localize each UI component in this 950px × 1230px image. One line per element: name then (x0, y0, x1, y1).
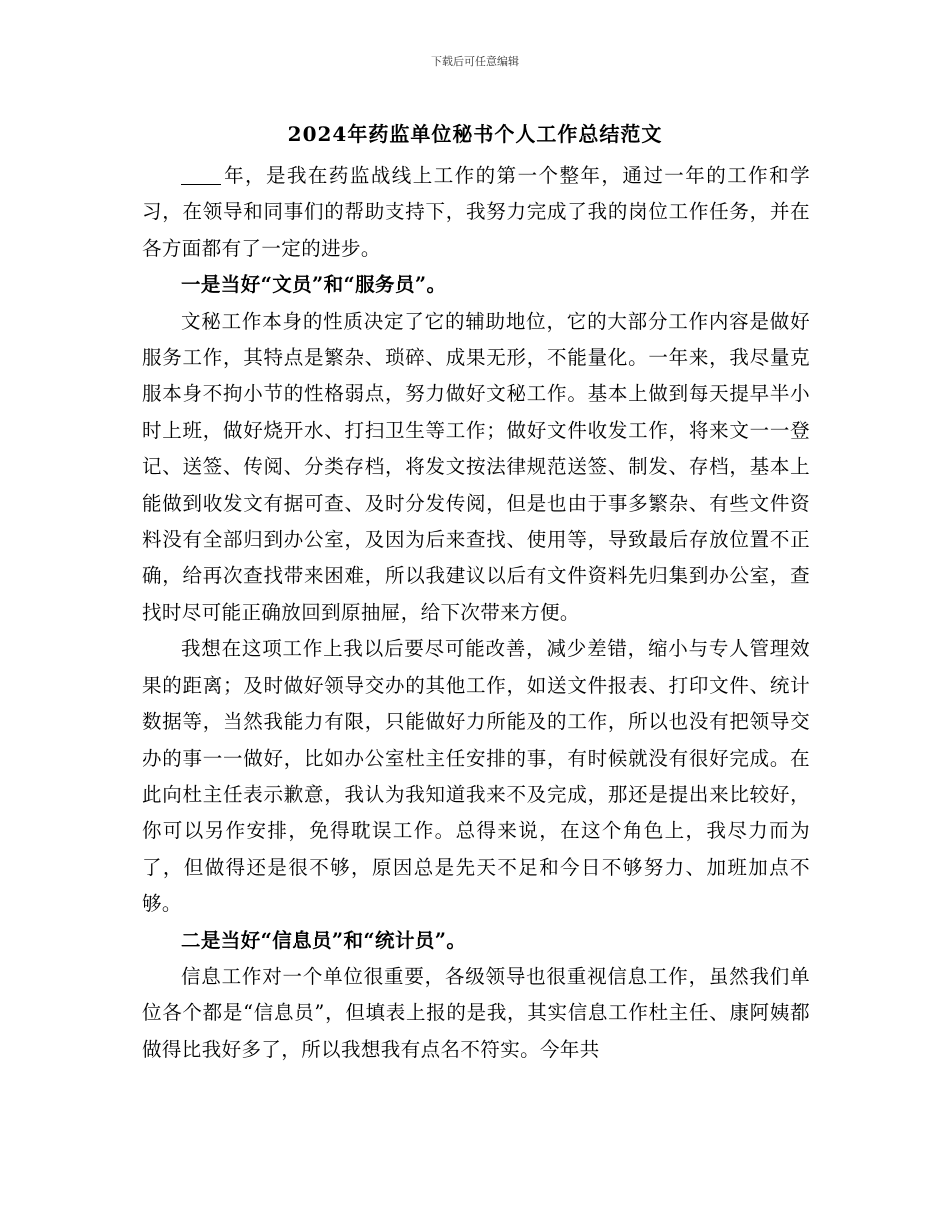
document-title: 2024年药监单位秘书个人工作总结范文 (287, 122, 663, 146)
intro-text: 年，是我在药监战线上工作的第一个整年，通过一年的工作和学习，在领导和同事们的帮助支持下，我努力完成了我的岗位工作任务，并在各方面都有了一定的进步。 (142, 164, 810, 260)
intro-paragraph (142, 158, 810, 267)
section1-paragraph-1: 文秘工作本身的性质决定了它的辅助地位，它的大部分工作内容是做好服务工作，其特点是繁杂、琐碎、成果无形，不能量化。一年来，我尽量克服本身不拘小节的性格弱点，努力做好文秘工作。基本上做到每天提早半小时上班，做好烧开水、打扫卫生等工作；做好文件收发工作，将来文一一登记、送签、传阅、分类存档，将发文按法律规范送签、制发、存档，基本上能做到收发文有据可查、及时分发传阅，但是也由于事多繁杂、有些文件资料没有全部归到办公室，及因为后来查找、使用等，导致最后存放位置不正确，给再次查找带来困难，所以我建议以后有文件资料先归集到办公室，查找时尽可能正确放回到原抽屉，给下次带来方便。 (142, 309, 810, 624)
section2-paragraph-1: 信息工作对一个单位很重要，各级领导也很重视信息工作，虽然我们单位各个都是“信息员”，但填表上报的是我，其实信息工作杜主任、康阿姨都做得比我好多了，所以我想我有点名不符实。今年共 (142, 964, 810, 1061)
section1-paragraph-2: 我想在这项工作上我以后要尽可能改善，减少差错，缩小与专人管理效果的距离；及时做好领导交办的其他工作，如送文件报表、打印文件、统计数据等，当然我能力有限，只能做好力所能及的工作，所以也没有把领导交办的事一一做好，比如办公室杜主任安排的事，有时候就没有很好完成。在此向杜主任表示歉意，我认为我知道我来不及完成，那还是提出来比较好，你可以另作安排，免得耽误工作。总得来说，在这个角色上，我尽力而为了，但做得还是很不够，原因总是先天不足和今日不够努力、加班加点不够。 (142, 637, 810, 916)
header-note: 下载后可任意编辑 (431, 55, 519, 68)
section-heading-1: 一是当好“文员”和“服务员”。 (181, 273, 447, 297)
document-body (142, 158, 810, 1068)
section-heading-2: 二是当好“信息员”和“统计员”。 (181, 928, 467, 952)
blank-underline (181, 164, 221, 185)
